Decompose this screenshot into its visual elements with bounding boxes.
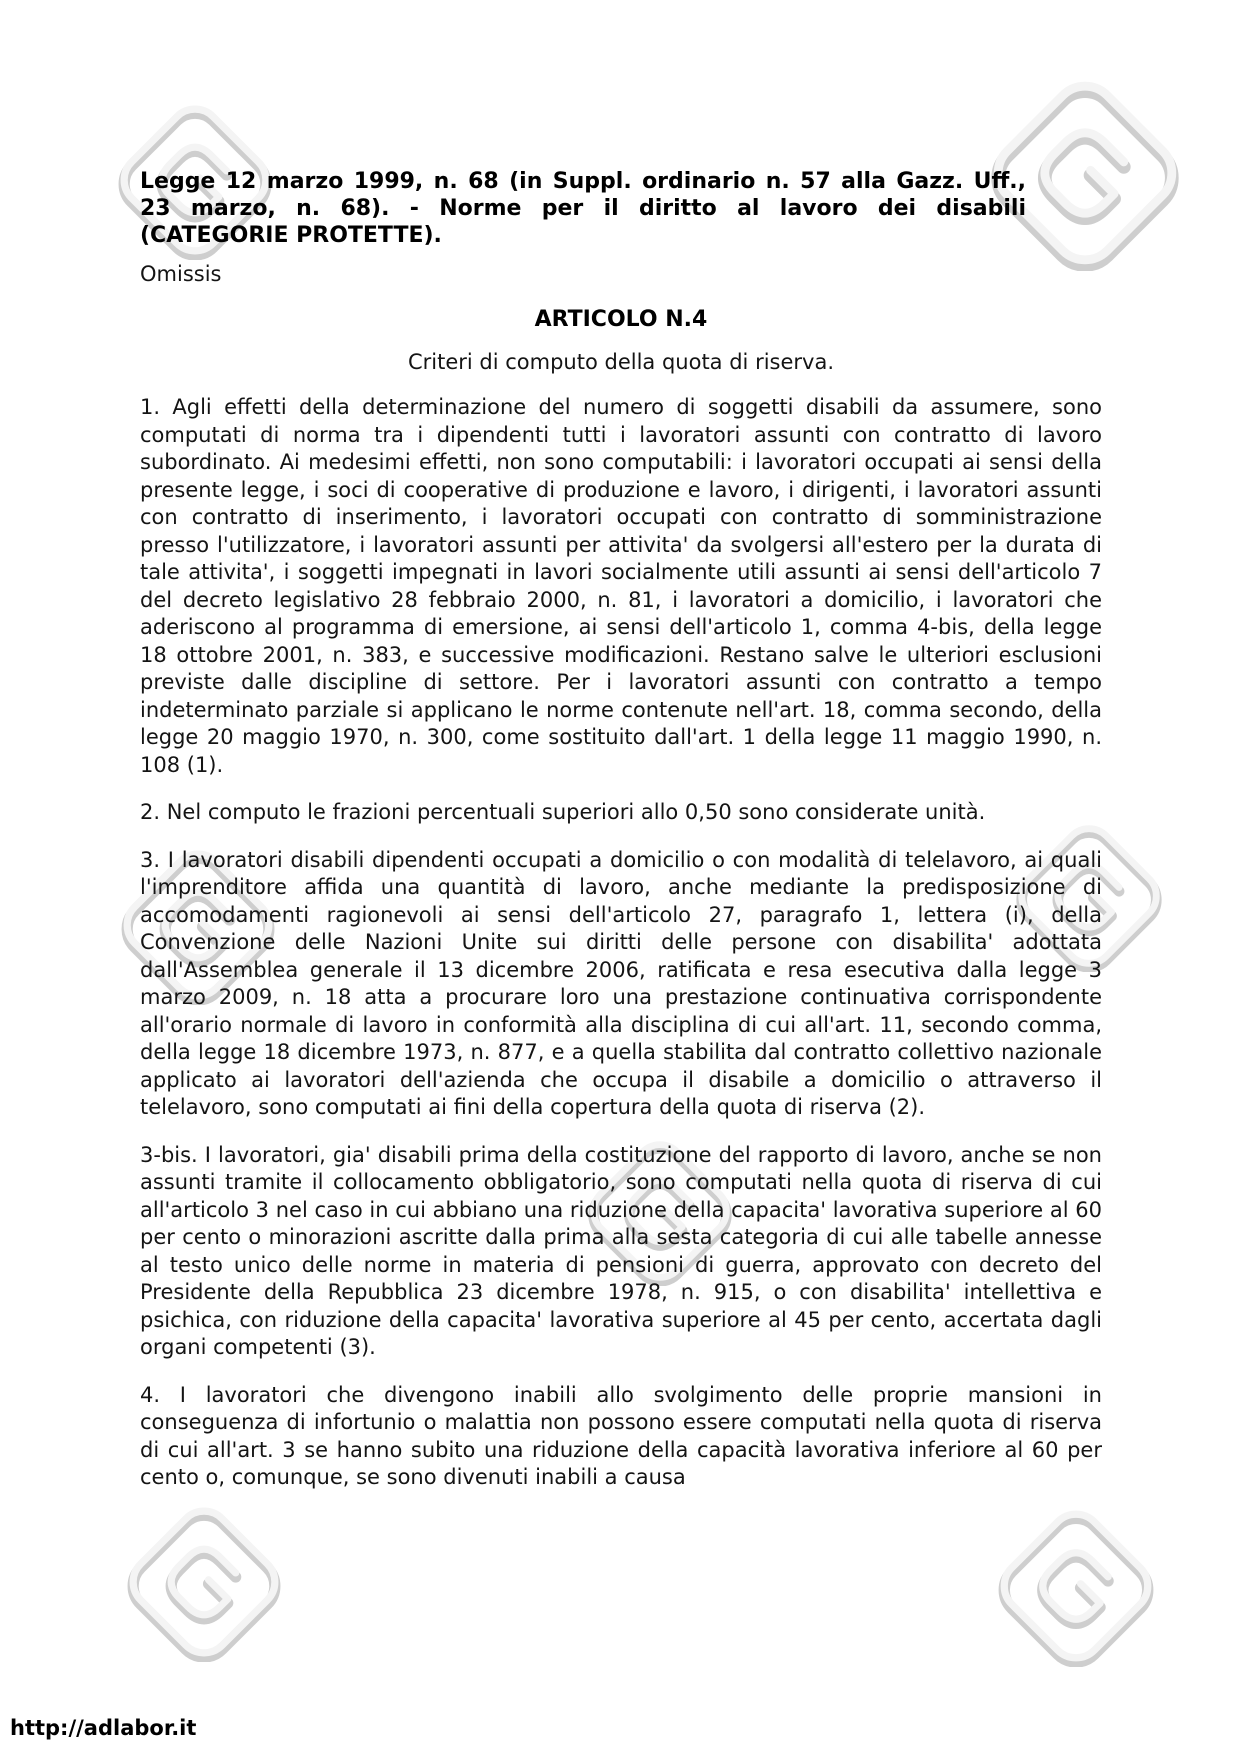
footer-url: http://adlabor.it <box>10 1716 197 1740</box>
law-paragraph-2: 2. Nel computo le frazioni percentuali superiori allo 0,50 sono considerate unità. <box>140 800 986 824</box>
article-heading: ARTICOLO N.4 <box>534 307 708 332</box>
law-paragraph-3bis: 3-bis. I lavoratori, gia' disabili prima della costituzione del rapporto di lavoro, anche se non assunti tramite il collocamento obbligatorio, sono computati nella quota di riserva di cui all'articolo 3 nel caso in cui abbiano una riduzione della capacita' lavorativa superiore al 60 per cento o minorazioni ascritte dalla prima alla sesta categoria di cui alle tabelle annesse al testo unico delle norme in materia di pensioni di guerra, approvato con decreto del Presidente della Repubblica 23 dicembre 1978, n. 915, o con disabilita' intellettiva e psichica, con riduzione della capacita' lavorativa superiore al 45 per cento, accertata dagli organi competenti (3). <box>140 1142 1102 1359</box>
omissis-text: Omissis <box>140 262 222 286</box>
adlabor-logo-watermark-icon <box>995 1505 1157 1667</box>
law-paragraph-4: 4. I lavoratori che divengono inabili allo svolgimento delle proprie mansioni in conseguenza di infortunio o malattia non possono essere computati nella quota di riserva di cui all'art. 3 se hanno subito una riduzione della capacità lavorativa inferiore al 60 per cento o, comunque, se sono divenuti inabili a causa <box>140 1382 1102 1489</box>
adlabor-logo-watermark-icon <box>124 1502 284 1662</box>
law-paragraph-3: 3. I lavoratori disabili dipendenti occupati a domicilio o con modalità di telelavoro, ai quali l'imprenditore affida una quantità di lavoro, anche mediante la predisposizione di accomodamenti ragionevoli ai sensi dell'articolo 27, paragrafo 1, lettera (i), della Convenzione delle Nazioni Unite sui diritti delle persone con disabilita' adottata dall'Assemblea generale il 13 dicembre 2006, ratificata e resa esecutiva dalla legge 3 marzo 2009, n. 18 atta a procurare loro una prestazione continuativa corrispondente all'orario normale di lavoro in conformità alla disciplina di cui all'art. 11, secondo comma, della legge 18 dicembre 1973, n. 877, e a quella stabilita dal contratto collettivo nazionale applicato ai lavoratori dell'azienda che occupa il disabile a domicilio o attraverso il telelavoro, sono computati ai fini della copertura della quota di riserva (2). <box>140 847 1102 1119</box>
law-title: Legge 12 marzo 1999, n. 68 (in Suppl. ordinario n. 57 alla Gazz. Uff., 23 marzo, n. 68). - Norme per il diritto al lavoro dei disabili (CATEGORIE PROTETTE). <box>140 169 1026 248</box>
article-subtitle: Criteri di computo della quota di riserva. <box>407 350 835 374</box>
law-paragraph-1: 1. Agli effetti della determinazione del numero di soggetti disabili da assumere, sono computati di norma tra i dipendenti tutti i lavoratori assunti con contratto di lavoro subordinato. Ai medesimi effetti, non sono computabili: i lavoratori occupati ai sensi della presente legge, i soci di cooperative di produzione e lavoro, i dirigenti, i lavoratori assunti con contratto di inserimento, i lavoratori occupati con contratto di somministrazione presso l'utilizzatore, i lavoratori assunti per attivita' da svolgersi all'estero per la durata di tale attivita', i soggetti impegnati in lavori socialmente utili assunti ai sensi dell'articolo 7 del decreto legislativo 28 febbraio 2000, n. 81, i lavoratori a domicilio, i lavoratori che aderiscono al programma di emersione, ai sensi dell'articolo 1, comma 4-bis, della legge 18 ottobre 2001, n. 383, e successive modificazioni. Restano salve le ulteriori esclusioni previste dalle discipline di settore. Per i lavoratori assunti con contratto a tempo indeterminato parziale si applicano le norme contenute nell'art. 18, comma secondo, della legge 20 maggio 1970, n. 300, come sostituito dall'art. 1 della legge 11 maggio 1990, n. 108 (1). <box>140 395 1102 777</box>
document-body <box>140 168 1102 1512</box>
